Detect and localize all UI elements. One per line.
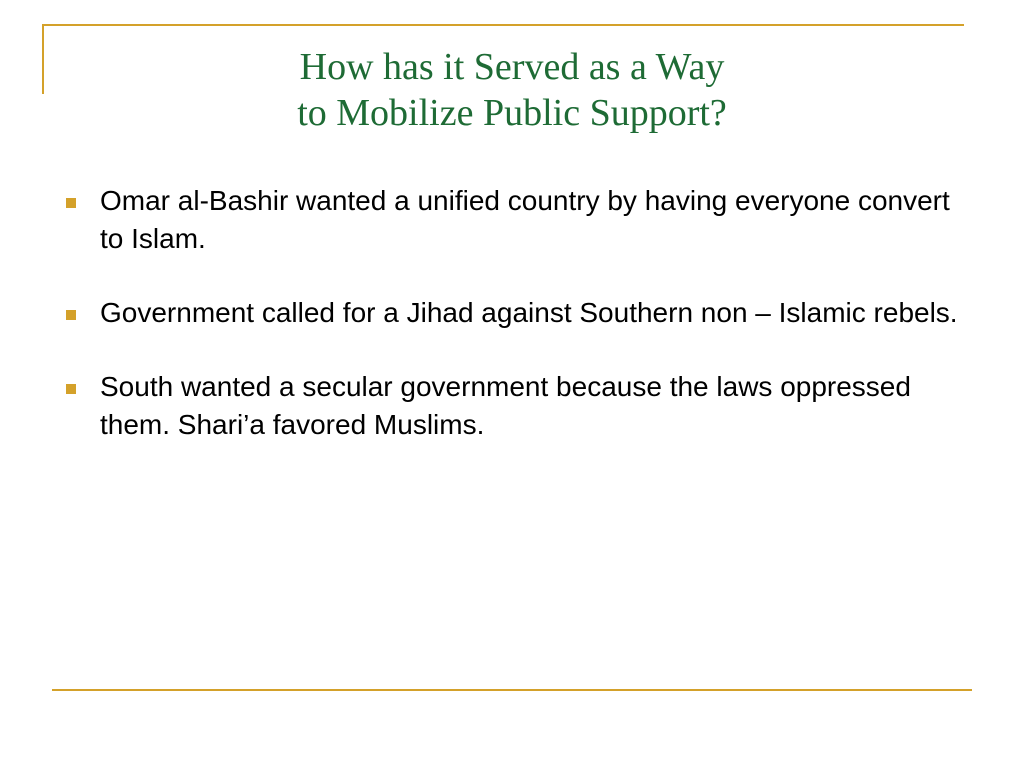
square-bullet-icon xyxy=(66,310,76,320)
bullet-text-2: Government called for a Jihad against Southern non – Islamic rebels. xyxy=(100,297,958,328)
square-bullet-icon xyxy=(66,198,76,208)
bullet-text-1: Omar al-Bashir wanted a unified country by having everyone convert to Islam. xyxy=(100,185,950,254)
bullet-text-3: South wanted a secular government because the laws oppressed them. Shari’a favored Muslims. xyxy=(100,371,911,440)
bottom-horizontal-rule xyxy=(52,689,972,691)
top-left-vertical-rule xyxy=(42,26,44,94)
title-line-1: How has it Served as a Way xyxy=(299,46,725,88)
square-bullet-icon xyxy=(66,384,76,394)
bullet-item-2 xyxy=(60,294,960,332)
slide-title xyxy=(60,44,964,136)
bullet-item-1 xyxy=(60,182,960,258)
bullet-item-3 xyxy=(60,368,960,444)
top-horizontal-rule xyxy=(42,24,964,26)
bullet-list xyxy=(60,182,960,480)
title-line-2: to Mobilize Public Support? xyxy=(297,92,727,134)
